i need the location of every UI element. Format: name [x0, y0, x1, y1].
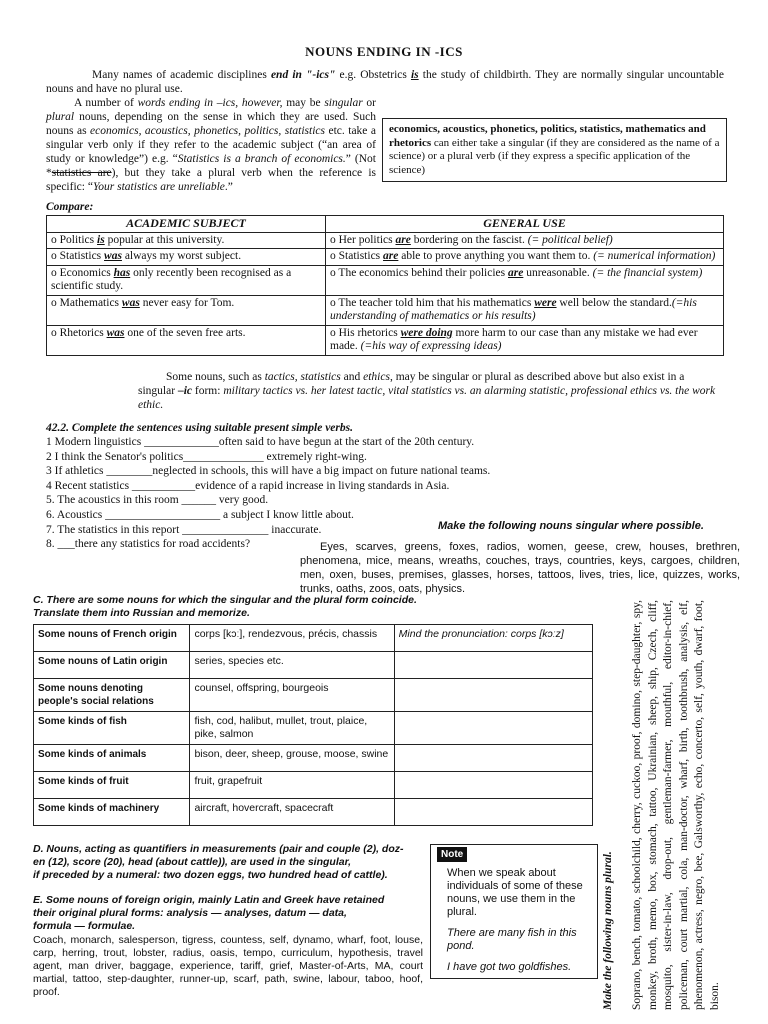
plural-exercise	[602, 600, 742, 1020]
table-row: Some nouns denoting people's social relations counsel, offspring, bourgeois	[34, 679, 593, 712]
intro-paragraph-2: A number of words ending in –ics, however, may be singular or plural nouns, depending on the sense in which they are used. Such nouns as economics, acoustics, phonetics, politics, statistics etc. take a singular verb only if they refer to the academic subject (“an area of study or knowledge”) e.g. “Statistics is a branch of economics.” (Not *statistics are), but they take a plural verb when the reference is specific: “Your statistics are unreliable.”	[46, 97, 376, 193]
page-title: NOUNS ENDING IN -ICS	[305, 44, 463, 59]
plural-heading: Make the following nouns plural.	[602, 851, 614, 1010]
exercise-line: 1 Modern linguistics _____________often said to have begun at the start of the 20th century.	[46, 436, 475, 448]
same-form-table	[33, 624, 593, 826]
header-academic: ACADEMIC SUBJECT	[47, 216, 326, 233]
paragraph-3: Some nouns, such as tactics, statistics and ethics, may be singular or plural as described above but also exist in a singular –ic form: military tactics vs. her latest tactic, vital statistics vs. an alarming statistic, professional ethics vs. the work ethic.	[138, 371, 716, 411]
table-row: o Mathematics was never easy for Tom. o The teacher told him that his mathematics were well below the standard.(=his understanding of mathematics or his results)	[47, 295, 724, 325]
exercise-line: 6. Acoustics ____________________ a subject I know little about.	[46, 508, 354, 521]
singular-heading: Make the following nouns singular where possible.	[438, 520, 704, 532]
intro-paragraph-1: Many names of academic disciplines end in "-ics" e.g. Obstetrics is the study of childbirth. They are normally singular uncountable nouns and have no plural use.	[46, 69, 725, 95]
singular-words: Eyes, scarves, greens, foxes, radios, women, geese, crew, houses, brethren, phenomena, mice, means, wreaths, couches, trays, countries, keys, cargoes, children, men, oxen, buses, premises, glasses, horses, tattoos, lives, tries, lice, quizzes, works, trunks, oaths, zoos, oats, physics.	[300, 541, 740, 595]
exercise-42-lines	[46, 435, 606, 552]
exercise-line: 8. ___there any statistics for road accidents?	[46, 538, 251, 551]
section-e: E. Some nouns of foreign origin, mainly Latin and Greek have retained their original plural forms: analysis — analyses, datum — data, formula — formulae. Coach, monarch, salesperson, tigress, countess, self, dynamo, wharf, foot, louse, carp, herring, trout, lobster, radius, oasis, tempo, curriculum, hypothesis, travel agent, man driver, baggage, experience, tariff, grief, Master-of-Arts, MA, court martial, tattoo, step-daughter, runner-up, scarf, path, swine, labour, taboo, hoof, proof.	[33, 894, 423, 998]
table-row: Some kinds of fruit fruit, grapefruit	[34, 772, 593, 799]
exercise-42-heading: 42.2. Complete the sentences using suitable present simple verbs.	[46, 422, 353, 434]
table-row: Some nouns of French origin corps [kɔː], rendezvous, précis, chassis Mind the pronunciation: corps [kɔːz]	[34, 625, 593, 652]
table-row: Some kinds of fish fish, cod, halibut, mullet, trout, plaice, pike, salmon	[34, 712, 593, 745]
section-c-heading: C. There are some nouns for which the singular and the plural form coincide. Translate them into Russian and memorize.	[33, 594, 417, 619]
section-e-words: Coach, monarch, salesperson, tigress, countess, self, dynamo, wharf, foot, louse, carp, herring, trout, lobster, radius, oasis, tempo, curriculum, hypothesis, travel agent, man driver, baggage, experience, tariff, grief, Master-of-Arts, MA, court martial, tattoo, step-daughter, runner-up, scarf, path, swine, labour, taboo, hoof, proof.	[33, 934, 423, 998]
exercise-line: 3 If athletics ________neglected in schools, this will have a big impact on future national teams.	[46, 465, 491, 478]
header-general: GENERAL USE	[326, 216, 724, 233]
exercise-line: 2 I think the Senator's politics______________ extremely right-wing.	[46, 450, 367, 463]
table-row: Some kinds of animals bison, deer, sheep, grouse, moose, swine	[34, 745, 593, 772]
table-row: o Economics has only recently been recognised as a scientific study. o The economics behind their policies are unreasonable. (= the financial system)	[47, 265, 724, 295]
note-tag: Note	[437, 847, 467, 862]
exercise-line: 7. The statistics in this report _______________ inaccurate.	[46, 523, 322, 536]
table-row: o Statistics was always my worst subject. o Statistics are able to prove anything you want them to. (= numerical information)	[47, 249, 724, 266]
table-row: Some kinds of machinery aircraft, hovercraft, spacecraft	[34, 799, 593, 826]
note-box: Note When we speak about individuals of some of these nouns, we use them in the plural. There are many fish in this pond. I have got two goldfishes.	[430, 844, 598, 979]
compare-label: Compare:	[46, 201, 94, 213]
table-row: o Rhetorics was one of the seven free arts. o His rhetorics were doing more harm to our case than any mistake we had ever made. (=his way of expressing ideas)	[47, 325, 724, 355]
exercise-line: 4 Recent statistics ___________evidence of a rapid increase in living standards in Asia.	[46, 479, 450, 492]
table-row: Some nouns of Latin origin series, species etc.	[34, 652, 593, 679]
plural-words: Soprano, bench, tomato, schoolchild, cherry, cuckoo, proof, domino, step-daughter, spy, monkey, broth, memo, box, stomach, tattoo, Ukrainian, sheep, ship, Czech, cliff, mosquito, sister-in-law, drop-out, gentleman-farmer, mouthful, editor-in-chief, policeman, court martial, cola, man-doctor, wharf, birth, toothbrush, analysis, elf, phenomenon, actress, negro, bee, Galsworthy, echo, concerto, self, youth, dwarf, foot, bison.	[631, 600, 721, 1010]
table-row: o Politics is popular at this university. o Her politics are bordering on the fascist. (= political belief)	[47, 232, 724, 249]
section-d: D. Nouns, acting as quantifiers in measurements (pair and couple (2), doz- en (12), score (20), head (about cattle)), are used in the singular, if preceded by a numeral: two dozen eggs, two hundred head of cattle).	[33, 843, 404, 881]
rule-box: economics, acoustics, phonetics, politics, statistics, mathematics and rhetorics can either take a singular (if they are considered as the name of a science) or a plural verb (if they express a specific application of the science)	[382, 118, 727, 182]
exercise-line: 5. The acoustics in this room ______ very good.	[46, 494, 269, 507]
compare-table	[46, 215, 724, 356]
